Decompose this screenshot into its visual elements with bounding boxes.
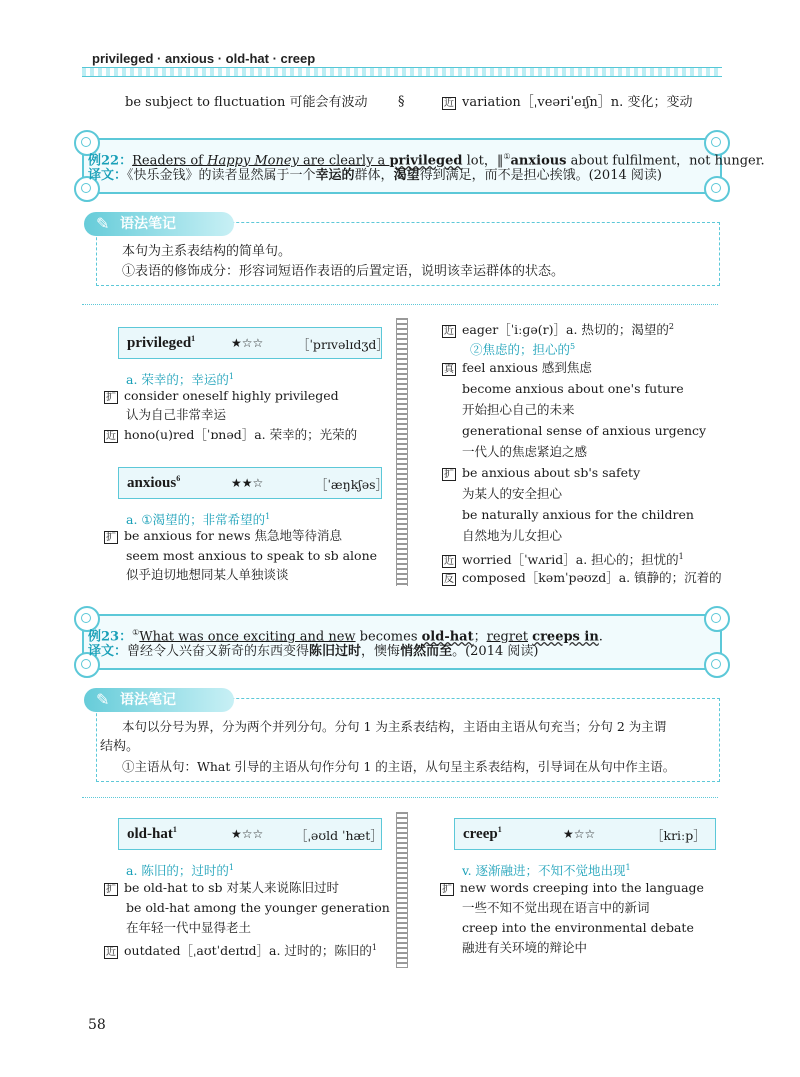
grammar-note-title: 语法笔记 (120, 692, 176, 708)
frequency: 1 (678, 552, 684, 561)
tag-extend: 扩 (106, 392, 116, 403)
spring-divider (396, 812, 408, 968)
translation-part: 曾经令人兴奋又新奇的东西变得 (127, 644, 310, 659)
note2-line1: 本句以分号为界，分为两个并列分句。分句 1 为主系表结构，主语由主语从句充当；分句 2 为主谓 (122, 719, 667, 734)
top-right-text: variation［ˌveəriˈeɪʃn］n. 变化；变动 (462, 95, 693, 110)
translation-keyword: 悄然而至 (400, 644, 453, 659)
phonetic: ［ˈprɪvəlɪdʒd］ (297, 337, 389, 352)
phrase: be old-hat among the younger generation (126, 900, 390, 915)
word-card-old-hat (118, 818, 382, 850)
keyword-old-hat: old-hat (421, 629, 474, 645)
phrase: creep into the environmental debate (462, 920, 694, 935)
headword-text: old-hat (127, 826, 173, 842)
book-title: Happy Money (207, 153, 299, 169)
corner-ornament (704, 606, 730, 632)
phrase: be anxious for news 焦急地等待消息 (124, 528, 343, 543)
anxious-syn1 (442, 318, 674, 339)
tag-similar: 近 (444, 556, 454, 568)
anxious-ant (442, 569, 722, 587)
creep-pos (462, 859, 631, 880)
grammar-note-header (84, 688, 234, 712)
tag-extend: 扩 (442, 884, 452, 895)
star-rating: ★☆☆ (231, 827, 264, 841)
phrase-translation: 融进有关环境的辩论中 (462, 940, 588, 955)
tag-antonym: 反 (444, 574, 454, 585)
frequency: 2 (668, 322, 674, 331)
keyword-privileged: privileged (389, 153, 463, 169)
phrase-translation: 似乎迫切地想同某人单独谈谈 (126, 567, 289, 582)
frequency: 6 (176, 474, 181, 483)
privileged-pos (126, 368, 234, 389)
spring-divider-small: § (398, 94, 405, 109)
grammar-note-header (84, 212, 234, 236)
phrase-translation: 自然地为儿女担心 (462, 528, 563, 543)
translation-part: ，懊悔 (361, 644, 401, 659)
pos-text: a. ①渴望的；非常希望的 (126, 512, 266, 528)
phonetic: ［kriːp］ (651, 828, 706, 843)
frequency: 1 (497, 825, 502, 834)
translation-part: 群体， (354, 168, 394, 183)
headword-text: privileged (127, 335, 192, 351)
frequency: 1 (265, 512, 271, 521)
frequency: 1 (625, 863, 631, 872)
star-rating: ★☆☆ (231, 336, 264, 350)
top-left-phrase: be subject to fluctuation 可能会有波动 (125, 95, 368, 110)
star-rating: ★☆☆ (563, 827, 596, 841)
phrase: become anxious about one's future (462, 381, 684, 396)
headword-text: anxious (127, 475, 177, 491)
keyword-creep: creeps in (532, 629, 599, 645)
tag-real-exam: 真 (444, 364, 454, 375)
phrase: be naturally anxious for the children (462, 507, 694, 522)
pen-icon: ✎ (96, 214, 110, 233)
tag-similar: 近 (106, 431, 116, 442)
pos-text: a. 荣幸的；幸运的 (126, 372, 229, 388)
example-label: 例22： (88, 153, 133, 169)
example22-translation (88, 167, 662, 185)
phrase-translation: 开始担心自己的未来 (462, 402, 575, 417)
phrase: be old-hat to sb 对某人来说陈旧过时 (124, 880, 340, 895)
translation-part: 《快乐金钱》的读者显然属于一个 (127, 168, 316, 183)
headword (127, 334, 195, 352)
tag-extend: 扩 (106, 532, 116, 543)
phrase: generational sense of anxious urgency (462, 423, 707, 438)
corner-ornament (704, 652, 730, 678)
sentence-part: ； (473, 629, 487, 645)
phonetic: ［ˈæŋkʃəs］ (315, 477, 389, 492)
pos-text: ②焦虑的；担心的 (470, 342, 571, 358)
frequency: 1 (191, 334, 196, 343)
translation-label: 译文： (88, 168, 128, 183)
phonetic: ［ˌəʊld ˈhæt］ (295, 828, 383, 843)
sentence-part: about fulfilment，not hunger. (566, 153, 765, 169)
note2-line2: ①主语从句：What 引导的主语从句作分句 1 的主语，从句呈主系表结构，引导词在从句中作主语。 (122, 759, 676, 774)
word-card-anxious (118, 467, 389, 499)
phrase: consider oneself highly privileged (124, 388, 339, 403)
word-card-creep (454, 818, 716, 850)
note2-line1b: 结构。 (100, 739, 140, 754)
phrase-translation: 一些不知不觉出现在语言中的新词 (462, 900, 650, 915)
phrase-translation: 认为自己非常幸运 (126, 407, 227, 422)
headword-text: creep (463, 826, 498, 842)
headword (127, 474, 180, 492)
privileged-syn (104, 426, 357, 444)
dotted-divider (82, 304, 718, 305)
anxious-pos2 (470, 338, 575, 359)
sentence-part: . (598, 629, 603, 645)
creep-ext (440, 879, 704, 897)
example-label: 例23： (88, 629, 133, 645)
dotted-divider (82, 797, 718, 798)
translation-keyword: 幸运的 (315, 168, 355, 183)
anxious-real1 (442, 359, 592, 377)
synonym: outdated［ˌaʊtˈdeɪtɪd］a. 过时的；陈旧的 (124, 943, 372, 959)
frequency: 1 (172, 825, 177, 834)
tag-extend: 扩 (444, 469, 454, 480)
header-rule (82, 67, 722, 77)
tag-similar: 近 (444, 98, 454, 109)
headword (127, 825, 177, 843)
sentence-part: lot，‖ (462, 153, 504, 169)
marker-number: ① (503, 152, 511, 161)
corner-ornament (704, 176, 730, 202)
tag-similar: 近 (106, 947, 116, 959)
note1-line2: ①表语的修饰成分：形容词短语作表语的后置定语，说明该幸运群体的状态。 (122, 264, 565, 279)
phrase-translation: 一代人的焦虑紧迫之感 (462, 444, 588, 459)
sentence-part: Readers of (132, 153, 208, 169)
sentence-part: regret (486, 629, 529, 645)
phrase: seem most anxious to speak to sb alone (126, 548, 378, 563)
example23-translation (88, 643, 538, 661)
translation-part: 得到满足，而不是担心挨饿。(2014 阅读) (419, 168, 662, 183)
phrase-translation: 在年轻一代中显得老土 (126, 920, 252, 935)
pen-icon: ✎ (96, 690, 110, 709)
anxious-ext1 (442, 464, 640, 482)
oldhat-ext (104, 879, 339, 897)
frequency: 5 (570, 342, 576, 351)
oldhat-pos (126, 859, 234, 880)
anxious-ext (104, 527, 342, 545)
star-rating: ★★☆ (231, 476, 264, 490)
word-card-privileged (118, 327, 389, 359)
pos-text: v. 逐渐融进；不知不觉地出现 (462, 863, 626, 879)
sentence-part: What was once exciting and new (139, 629, 356, 645)
antonym: composed［kəmˈpəʊzd］a. 镇静的；沉着的 (462, 570, 722, 585)
phrase: be anxious about sb's safety (462, 465, 641, 480)
translation-label: 译文： (88, 644, 128, 659)
phrase: feel anxious 感到焦虑 (462, 360, 592, 375)
spring-divider (396, 318, 408, 586)
translation-keyword: 陈旧过时 (309, 644, 362, 659)
oldhat-syn (104, 939, 377, 960)
keyword-anxious: anxious (510, 153, 567, 169)
frequency: 1 (228, 372, 234, 381)
privileged-ext (104, 387, 339, 405)
phrase: new words creeping into the language (460, 880, 704, 895)
frequency: 1 (228, 863, 234, 872)
sentence-part: are clearly a (298, 153, 390, 169)
pos-text: a. 陈旧的；过时的 (126, 863, 229, 879)
grammar-note-title: 语法笔记 (120, 216, 176, 232)
marker-number: ① (132, 628, 140, 637)
translation-keyword: 渴望 (393, 168, 420, 183)
top-right-synonym (442, 94, 692, 112)
translation-part: 。(2014 阅读) (452, 644, 539, 659)
sentence-part: becomes (355, 629, 422, 645)
phrase-translation: 为某人的安全担心 (462, 486, 563, 501)
headword (463, 825, 502, 843)
tag-extend: 扩 (106, 884, 116, 895)
synonym: eager［ˈiːɡə(r)］a. 热切的；渴望的 (462, 322, 669, 338)
note1-line1: 本句为主系表结构的简单句。 (122, 244, 292, 259)
synonym: hono(u)red［ˈɒnəd］a. 荣幸的；光荣的 (124, 427, 358, 442)
frequency: 1 (371, 943, 377, 952)
synonym: worried［ˈwʌrid］a. 担心的；担忧的 (462, 552, 679, 568)
running-header: privileged · anxious · old-hat · creep (92, 51, 316, 66)
anxious-syn2 (442, 548, 684, 569)
anxious-pos (126, 508, 270, 529)
page-number: 58 (88, 1017, 106, 1033)
tag-similar: 近 (444, 326, 454, 338)
